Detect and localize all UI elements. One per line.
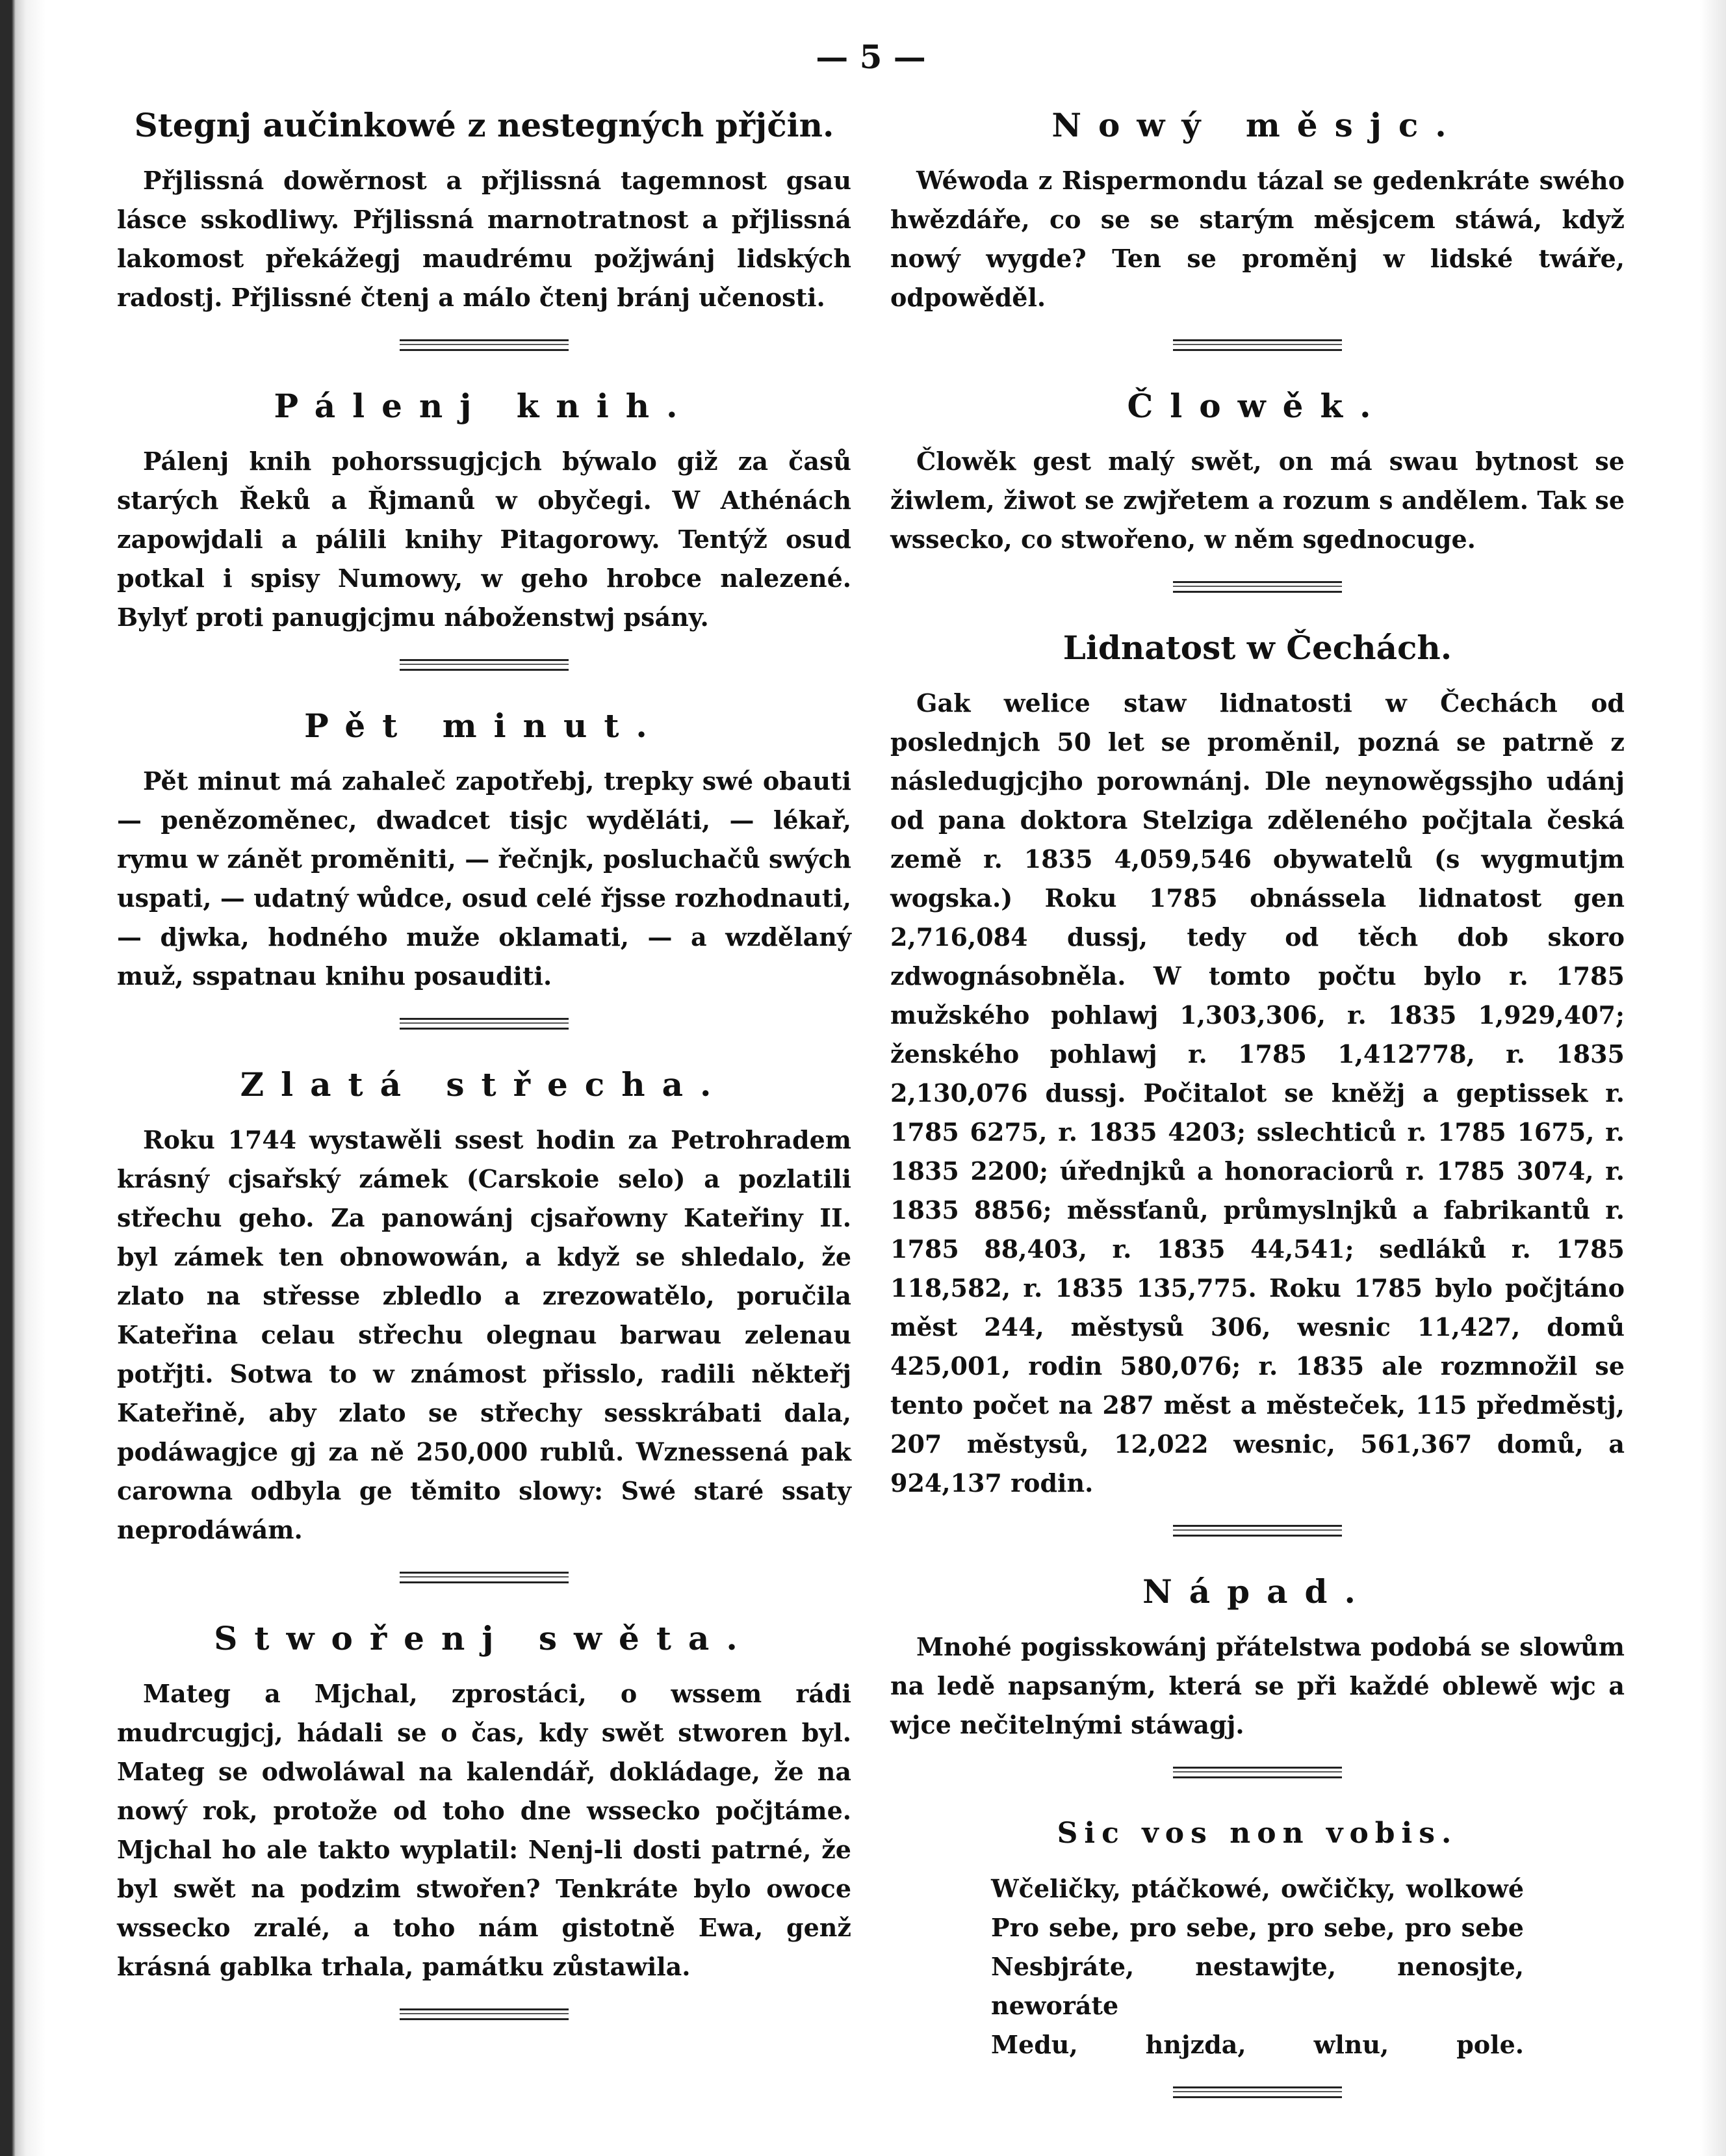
article-pet-minut	[117, 705, 851, 996]
article-body: Pálenj knih pohorssugjcjch býwalo giž za časů starých Řeků a Řjmanů w obyčegi. W Athénách zapowjdali a pálili knihy Pitagorowy. Tentýž osud potkal i spisy Numowy, w geho hrobce nalezené. Bylyť proti panugjcjmu náboženstwj psány.	[117, 447, 851, 632]
poem-line: Medu, hnjzda, wlnu, pole.	[991, 2030, 1524, 2059]
article-zlata-strecha	[117, 1063, 851, 1550]
article-clowek	[890, 385, 1625, 559]
poem-title: Sic vos non vobis.	[1057, 1817, 1458, 1850]
right-column	[890, 104, 1625, 2132]
article-title: Nápad.	[1142, 1572, 1372, 1611]
section-divider	[400, 1018, 569, 1030]
section-divider	[1173, 339, 1342, 351]
section-divider	[400, 2008, 569, 2020]
article-body: Wéwoda z Rispermondu tázal se gedenkráte swého hwězdáře, co se se starým měsjcem stáwá, když nowý wygde? Ten se proměnj w lidské twáře, odpowěděl.	[890, 166, 1625, 312]
page-right-edge	[1700, 0, 1726, 2156]
poem-line: Wčeličky, ptáčkowé, owčičky, wolkowé	[991, 1874, 1524, 1903]
poem-sic-vos-non-vobis	[890, 1812, 1625, 2064]
section-divider	[1173, 1525, 1342, 1537]
article-lidnatost	[890, 627, 1625, 1503]
poem-verse	[991, 1869, 1524, 2064]
article-stworenj-sweta	[117, 1617, 851, 1986]
article-title: Stwořenj swěta.	[214, 1619, 754, 1657]
article-title: Stegnj aučinkowé z nestegných přjčin.	[134, 106, 834, 144]
article-napad	[890, 1570, 1625, 1745]
section-divider	[1173, 581, 1342, 593]
article-body: Roku 1744 wystawěli ssest hodin za Petrohradem krásný cjsařský zámek (Carskoie selo) a pozlatili střechu geho. Za panowánj cjsařowny Kateřiny II. byl zámek ten obnowowán, a když se shledalo, že zlato na střesse zbledlo a zrezowatělo, poručila Kateřina celau střechu olegnau barwau zelenau potřjti. Sotwa to w známost přisslo, radili někteřj Kateřině, aby zlato se střechy sesskrábati dala, podáwagjce gj za ně 250,000 rublů. Wznessená pak carowna odbyla ge těmito slowy: Swé staré ssaty neprodáwám.	[117, 1125, 851, 1544]
left-column	[117, 104, 851, 2054]
article-title: Nowý měsjc.	[1051, 106, 1463, 144]
article-title: Pět minut.	[304, 707, 664, 745]
section-divider	[1173, 1767, 1342, 1778]
article-title: Lidnatost w Čechách.	[1063, 629, 1452, 667]
section-divider	[400, 659, 569, 671]
section-divider	[400, 339, 569, 351]
page-binding-edge	[0, 0, 45, 2156]
article-body: Člowěk gest malý swět, on má swau bytnost se žiwlem, žiwot se zwjřetem a rozum s andělem. Tak se wssecko, co stwořeno, w něm sgednocuge.	[890, 447, 1625, 554]
article-body: Přjlissná dowěrnost a přjlissná tagemnost gsau lásce sskodliwy. Přjlissná marnotratnost a přjlissná lakomost překážegj maudrému požjwánj lidských radostj. Přjlissné čtenj a málo čtenj bránj učenosti.	[117, 166, 851, 312]
section-divider	[1173, 2086, 1342, 2098]
article-nowy-mesic	[890, 104, 1625, 317]
poem-line: Pro sebe, pro sebe, pro sebe, pro sebe	[991, 1913, 1524, 1942]
article-body: Mnohé pogisskowánj přátelstwa podobá se slowům na ledě napsaným, která se při každé oblewě wjc a wjce nečitelnými stáwagj.	[890, 1632, 1625, 1739]
article-title: Pálenj knih.	[274, 387, 695, 425]
article-title: Člowěk.	[1127, 387, 1388, 425]
article-palenj-knih	[117, 385, 851, 637]
page-number: — 5 —	[816, 38, 926, 76]
poem-line: Nesbjráte, nestawjte, nenosjte, neworáte	[991, 1952, 1524, 2020]
article-stegnj	[117, 104, 851, 317]
article-body: Mateg a Mjchal, zprostáci, o wssem rádi mudrcugjcj, hádali se o čas, kdy swět stworen byl. Mateg se odwoláwal na kalendář, dokládage, že na nowý rok, protože od toho dne wssecko počjtáme. Mjchal ho ale takto wyplatil: Nenj-li dosti patrné, že byl swět na podzim stwořen? Tenkráte bylo owoce wssecko zralé, a toho nám gistotně Ewa, genž krásná gablka trhala, památku zůstawila.	[117, 1679, 851, 1981]
article-title: Zlatá střecha.	[240, 1065, 728, 1104]
section-divider	[400, 1572, 569, 1583]
article-body: Pět minut má zahaleč zapotřebj, trepky swé obauti — penězoměnec, dwadcet tisjc wyděláti, — lékař, rymu w zánět proměniti, — řečnjk, posluchačů swých uspati, — udatný wůdce, osud celé řjsse rozhodnauti, — djwka, hodného muže oklamati, — a wzdělaný muž, sspatnau knihu posauditi.	[117, 766, 851, 991]
article-body: Gak welice staw lidnatosti w Čechách od poslednjch 50 let se proměnil, pozná se patrně z následugjcjho porownánj. Dle neynowěgssjho udánj od pana doktora Stelziga zděleného počjtala česká země r. 1835 4,059,546 obywatelů (s wygmutjm wogska.) Roku 1785 obnássela lidnatost gen 2,716,084 dussj, tedy od těch dob skoro zdwognásobněla. W tomto počtu bylo r. 1785 mužského pohlawj 1,303,306, r. 1835 1,929,407; ženského pohlawj r. 1785 1,412778, r. 1835 2,130,076 dussj. Počitalot se kněžj a geptissek r. 1785 6275, r. 1835 4203; sslechticů r. 1785 1675, r. 1835 2200; úřednjků a honoraciorů r. 1785 3074, r. 1835 8856; měssťanů, průmyslnjků a fabrikantů r. 1785 88,403, r. 1835 44,541; sedláků r. 1785 118,582, r. 1835 135,775. Roku 1785 bylo počjtáno měst 244, městysů 306, wesnic 11,427, domů 425,001, rodin 580,076; r. 1835 ale rozmnožil se tento počet na 287 měst a městeček, 115 předměstj, 207 městysů, 12,022 wesnic, 561,367 domů, a 924,137 rodin.	[890, 688, 1625, 1498]
